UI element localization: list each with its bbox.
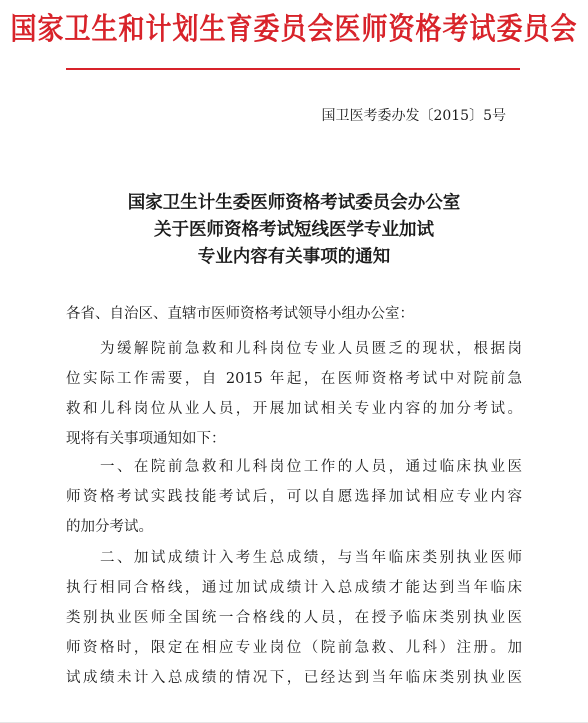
paragraph-line: 为缓解院前急救和儿科岗位专业人员匮乏的现状，根据岗 (66, 341, 522, 357)
paragraph-line: 的加分考试。 (66, 519, 153, 535)
issuing-authority-header: 国家卫生和计划生育委员会医师资格考试委员会 (10, 12, 578, 48)
document-number: 国卫医考委办发〔2015〕5号 (321, 108, 506, 124)
paragraph-line: 现将有关事项通知如下： (66, 431, 226, 447)
paragraph-line: 师资格考试实践技能考试后，可以自愿选择加试相应专业内容 (66, 489, 522, 505)
red-divider-line (66, 68, 520, 70)
title-line-3: 专业内容有关事项的通知 (197, 247, 391, 267)
paragraph-line: 执行相同合格线，通过加试成绩计入总成绩才能达到当年临床 (66, 580, 522, 596)
paragraph-intro (66, 334, 522, 454)
paragraph-line: 类别执业医师全国统一合格线的人员，在授予临床类别执业医 (66, 610, 522, 626)
paragraph-item-1 (66, 452, 522, 542)
paragraph-line: 一、在院前急救和儿科岗位工作的人员，通过临床执业医 (66, 459, 522, 475)
paragraph-line: 救和儿科岗位从业人员，开展加试相关专业内容的加分考试。 (66, 401, 522, 417)
paragraph-line: 师资格时，限定在相应专业岗位（院前急救、儿科）注册。加 (66, 640, 522, 656)
paragraph-line: 试成绩未计入总成绩的情况下，已经达到当年临床类别执业医 (66, 670, 522, 686)
paragraph-item-2 (66, 543, 522, 693)
paragraph-line: 二、加试成绩计入考生总成绩，与当年临床类别执业医师 (66, 550, 522, 566)
title-line-2: 关于医师资格考试短线医学专业加试 (154, 220, 434, 240)
salutation: 各省、自治区、直辖市医师资格考试领导小组办公室： (66, 306, 414, 322)
document-title (0, 190, 588, 271)
paragraph-line: 位实际工作需要，自 2015 年起，在医师资格考试中对院前急 (66, 371, 522, 387)
title-line-1: 国家卫生计生委医师资格考试委员会办公室 (127, 193, 461, 213)
